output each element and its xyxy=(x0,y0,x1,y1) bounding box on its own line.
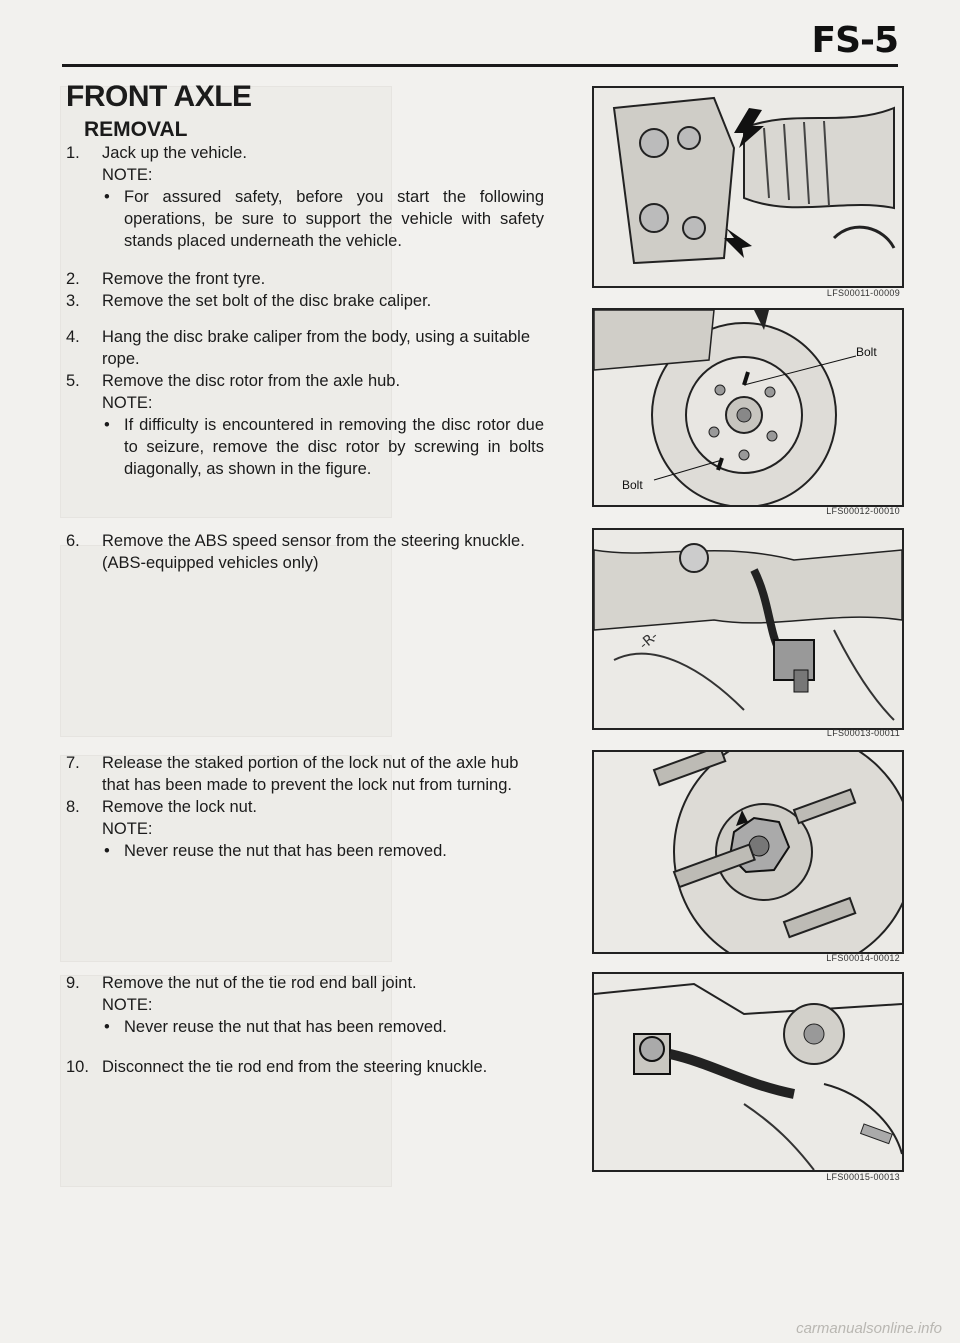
step-6: 6. Remove the ABS speed sensor from the steering knuckle. (ABS-equipped vehicles only) xyxy=(66,532,525,572)
step-8: 8. Remove the lock nut. xyxy=(66,798,257,816)
footer-watermark: carmanualsonline.info xyxy=(796,1319,942,1337)
note-bullet: • Never reuse the nut that has been removed. xyxy=(104,1018,447,1036)
figure-abs-sensor xyxy=(592,528,904,730)
bolt-label-upper: Bolt xyxy=(856,345,877,359)
step-7: 7. Release the staked portion of the lock nut of the axle hub that has been made to prevent the lock nut from turning. xyxy=(66,754,519,794)
step-4: 4. Hang the disc brake caliper from the body, using a suitable rope. xyxy=(66,328,531,368)
step-9: 9. Remove the nut of the tie rod end ball joint. xyxy=(66,974,417,992)
note-label: NOTE: xyxy=(102,996,153,1014)
steps-block-5 xyxy=(64,972,544,1078)
steps-block-4 xyxy=(64,752,544,862)
note-bullet: • If difficulty is encountered in removing the disc rotor due to seizure, remove the disc rotor by screwing in bolts diagonally, as shown in the figure. xyxy=(104,416,544,478)
step-2: 2. Remove the front tyre. xyxy=(66,270,266,288)
lock-nut-illustration xyxy=(594,752,902,952)
note-label: NOTE: xyxy=(102,820,153,838)
step-5: 5. Remove the disc rotor from the axle hub. xyxy=(66,372,401,390)
svg-text:-R-: -R- xyxy=(636,628,662,654)
step-1: 1. Jack up the vehicle. xyxy=(66,144,247,162)
step-3: 3. Remove the set bolt of the disc brake caliper. xyxy=(66,292,432,310)
steps-block-3 xyxy=(64,530,544,574)
note-label: NOTE: xyxy=(102,394,153,412)
figure-code: LFS00015-00013 xyxy=(826,1172,900,1182)
figure-tie-rod-end xyxy=(592,972,904,1172)
figure-code: LFS00014-00012 xyxy=(826,953,900,963)
note-bullet: • For assured safety, before you start the following operations, be sure to support the vehicle with safety stands placed underneath the vehicle. xyxy=(104,188,544,250)
abs-sensor-illustration xyxy=(594,530,902,728)
section-subtitle: REMOVAL xyxy=(84,118,188,141)
figure-code: LFS00012-00010 xyxy=(826,506,900,516)
caliper-illustration xyxy=(594,88,902,286)
section-title: FRONT AXLE xyxy=(66,80,252,113)
figure-lock-nut xyxy=(592,750,904,954)
header-rule xyxy=(62,64,898,67)
step-10: 10. Disconnect the tie rod end from the steering knuckle. xyxy=(66,1058,488,1076)
disc-rotor-illustration xyxy=(594,310,902,505)
note-bullet: • Never reuse the nut that has been removed. xyxy=(104,842,447,860)
figure-code: LFS00013-00011 xyxy=(826,728,900,738)
steps-block-2 xyxy=(64,326,544,480)
note-label: NOTE: xyxy=(102,166,153,184)
figure-caliper xyxy=(592,86,904,288)
figure-code: LFS00011-00009 xyxy=(826,288,900,298)
steps-block-1 xyxy=(64,142,544,312)
bolt-label-lower: Bolt xyxy=(622,478,643,492)
page-code: FS-5 xyxy=(811,20,898,61)
tie-rod-illustration xyxy=(594,974,902,1170)
